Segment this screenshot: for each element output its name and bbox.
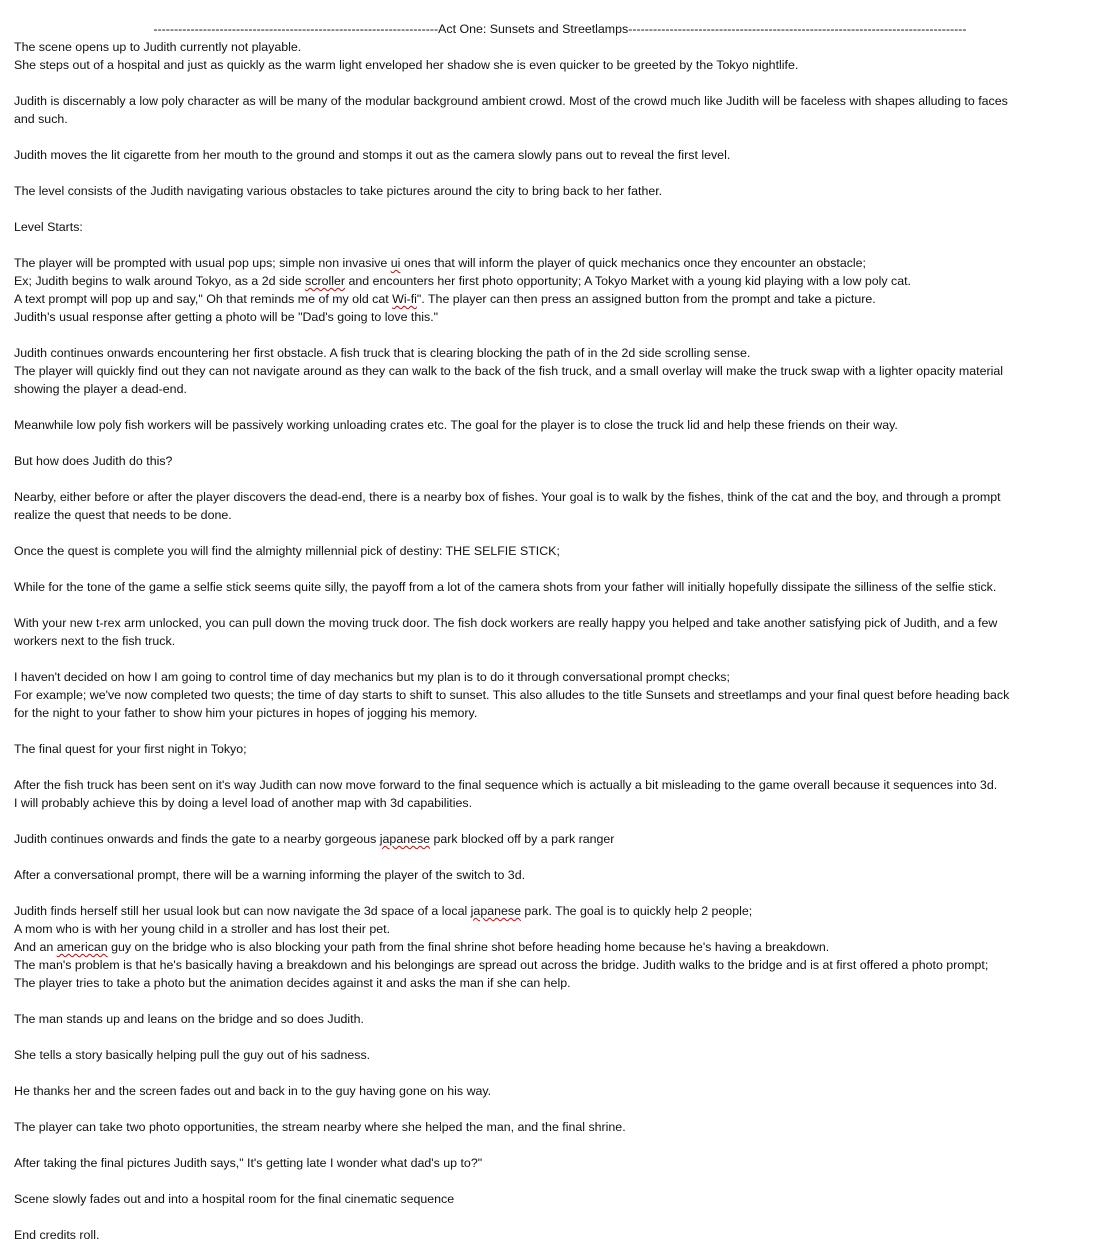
paragraph bbox=[14, 344, 1102, 398]
paragraph-gap bbox=[14, 524, 1102, 542]
text-line: The final quest for your first night in Tokyo; bbox=[14, 742, 247, 756]
paragraph bbox=[14, 578, 1102, 596]
paragraph-gap bbox=[14, 812, 1102, 830]
paragraph bbox=[14, 902, 1102, 992]
paragraph bbox=[14, 92, 1102, 128]
text-line: She steps out of a hospital and just as quickly as the warm light enveloped her shadow she is even quicker to be greeted by the Tokyo nightlife. bbox=[14, 58, 799, 72]
text-line: Judith is discernably a low poly character as will be many of the modular background ambient crowd. Most of the crowd much like Judith will be faceless with shapes alluding to faces bbox=[14, 94, 1008, 108]
paragraph bbox=[14, 866, 1102, 884]
text-line: I haven't decided on how I am going to control time of day mechanics but my plan is to do it through conversational prompt checks; bbox=[14, 670, 730, 684]
text-line: for the night to your father to show him your pictures in hopes of jogging his memory. bbox=[14, 706, 478, 720]
text-line: The player tries to take a photo but the animation decides against it and asks the man if she can help. bbox=[14, 976, 571, 990]
spellcheck-flagged-word: scroller bbox=[305, 274, 346, 288]
paragraph-gap bbox=[14, 650, 1102, 668]
paragraph bbox=[14, 1226, 1102, 1244]
paragraph-gap bbox=[14, 470, 1102, 488]
text-line: And an american guy on the bridge who is also blocking your path from the final shrine shot before heading home because he's having a breakdown. bbox=[14, 940, 830, 954]
spellcheck-flagged-word: american bbox=[56, 940, 108, 954]
text-line: Judith continues onwards and finds the gate to a nearby gorgeous japanese park blocked off by a park ranger bbox=[14, 832, 615, 846]
text-line: and such. bbox=[14, 112, 68, 126]
text-line: Ex; Judith begins to walk around Tokyo, as a 2d side scroller and encounters her first photo opportunity; A Tokyo Market with a young kid playing with a low poly cat. bbox=[14, 274, 911, 288]
paragraph-gap bbox=[14, 722, 1102, 740]
text-line: The player will quickly find out they can not navigate around as they can walk to the back of the fish truck, and a small overlay will make the truck swap with a lighter opacity material bbox=[14, 364, 1003, 378]
text-line: Meanwhile low poly fish workers will be passively working unloading crates etc. The goal for the player is to close the truck lid and help these friends on their way. bbox=[14, 418, 898, 432]
text-line: Level Starts: bbox=[14, 220, 83, 234]
spellcheck-flagged-word: Wi-fi bbox=[392, 292, 417, 306]
text-line: workers next to the fish truck. bbox=[14, 634, 176, 648]
paragraph-gap bbox=[14, 74, 1102, 92]
paragraph bbox=[14, 218, 1102, 236]
text-line: realize the quest that needs to be done. bbox=[14, 508, 232, 522]
text-line: A text prompt will pop up and say," Oh that reminds me of my old cat Wi-fi". The player can then press an assigned button from the prompt and take a picture. bbox=[14, 292, 876, 306]
paragraph-gap bbox=[14, 1100, 1102, 1118]
document-content bbox=[14, 38, 1102, 1244]
document-body[interactable] bbox=[14, 20, 1102, 1244]
paragraph-gap bbox=[14, 200, 1102, 218]
paragraph bbox=[14, 830, 1102, 848]
paragraph bbox=[14, 38, 1102, 74]
text-line: Once the quest is complete you will find the almighty millennial pick of destiny: THE SELFIE STICK; bbox=[14, 544, 560, 558]
text-line: The man stands up and leans on the bridge and so does Judith. bbox=[14, 1012, 364, 1026]
text-line: Nearby, either before or after the player discovers the dead-end, there is a nearby box of fishes. Your goal is to walk by the fishes, think of the cat and the boy, and through a prompt bbox=[14, 490, 1001, 504]
paragraph bbox=[14, 1010, 1102, 1028]
text-line: Judith moves the lit cigarette from her mouth to the ground and stomps it out as the camera slowly pans out to reveal the first level. bbox=[14, 148, 731, 162]
paragraph bbox=[14, 452, 1102, 470]
paragraph bbox=[14, 1154, 1102, 1172]
text-line: The player will be prompted with usual pop ups; simple non invasive ui ones that will inform the player of quick mechanics once they encounter an obstacle; bbox=[14, 256, 866, 270]
text-line: I will probably achieve this by doing a level load of another map with 3d capabilities. bbox=[14, 796, 473, 810]
paragraph-gap bbox=[14, 884, 1102, 902]
paragraph-gap bbox=[14, 758, 1102, 776]
paragraph-gap bbox=[14, 1136, 1102, 1154]
text-line: Judith continues onwards encountering her first obstacle. A fish truck that is clearing blocking the path of in the 2d side scrolling sense. bbox=[14, 346, 751, 360]
text-line: After the fish truck has been sent on it's way Judith can now move forward to the final sequence which is actually a bit misleading to the game overall because it sequences into 3d. bbox=[14, 778, 998, 792]
paragraph-gap bbox=[14, 848, 1102, 866]
paragraph bbox=[14, 740, 1102, 758]
paragraph bbox=[14, 542, 1102, 560]
paragraph bbox=[14, 254, 1102, 326]
spellcheck-flagged-word: ui bbox=[390, 256, 401, 270]
paragraph-gap bbox=[14, 992, 1102, 1010]
paragraph-gap bbox=[14, 1172, 1102, 1190]
text-line: But how does Judith do this? bbox=[14, 454, 173, 468]
spellcheck-flagged-word: japanese bbox=[470, 904, 521, 918]
text-line: After taking the final pictures Judith says," It's getting late I wonder what dad's up to?" bbox=[14, 1156, 483, 1170]
paragraph-gap bbox=[14, 398, 1102, 416]
paragraph-gap bbox=[14, 164, 1102, 182]
paragraph bbox=[14, 182, 1102, 200]
text-line: Judith's usual response after getting a photo will be "Dad's going to love this." bbox=[14, 310, 439, 324]
paragraph bbox=[14, 488, 1102, 524]
text-line: After a conversational prompt, there will be a warning informing the player of the switch to 3d. bbox=[14, 868, 526, 882]
paragraph-gap bbox=[14, 1208, 1102, 1226]
paragraph-gap bbox=[14, 1064, 1102, 1082]
text-line: For example; we've now completed two quests; the time of day starts to shift to sunset. This also alludes to the title Sunsets and streetlamps and your final quest before heading back bbox=[14, 688, 1010, 702]
text-line: showing the player a dead-end. bbox=[14, 382, 187, 396]
text-line: The player can take two photo opportunities, the stream nearby where she helped the man, and the final shrine. bbox=[14, 1120, 626, 1134]
paragraph bbox=[14, 1190, 1102, 1208]
paragraph bbox=[14, 1118, 1102, 1136]
text-line: The scene opens up to Judith currently not playable. bbox=[14, 40, 302, 54]
text-line: The man's problem is that he's basically having a breakdown and his belongings are spread out across the bridge. Judith walks to the bridge and is at first offered a photo prompt; bbox=[14, 958, 989, 972]
paragraph-gap bbox=[14, 326, 1102, 344]
paragraph bbox=[14, 416, 1102, 434]
paragraph-gap bbox=[14, 128, 1102, 146]
paragraph bbox=[14, 614, 1102, 650]
text-line: Judith finds herself still her usual look but can now navigate the 3d space of a local japanese park. The goal is to quickly help 2 people; bbox=[14, 904, 753, 918]
act-title: ---------------------------------------------------------------------Act One: Sunsets and Streetlamps---------------------------------------------------------------------------------- bbox=[153, 22, 967, 36]
text-line: With your new t-rex arm unlocked, you can pull down the moving truck door. The fish dock workers are really happy you helped and take another satisfying pick of Judith, and a few bbox=[14, 616, 998, 630]
paragraph-gap bbox=[14, 236, 1102, 254]
spellcheck-flagged-word: japanese bbox=[379, 832, 431, 846]
paragraph bbox=[14, 146, 1102, 164]
paragraph bbox=[14, 668, 1102, 722]
paragraph bbox=[14, 1046, 1102, 1064]
paragraph-gap bbox=[14, 596, 1102, 614]
paragraph bbox=[14, 1082, 1102, 1100]
text-line: She tells a story basically helping pull the guy out of his sadness. bbox=[14, 1048, 371, 1062]
paragraph-gap bbox=[14, 560, 1102, 578]
text-line: While for the tone of the game a selfie stick seems quite silly, the payoff from a lot of the camera shots from your father will initially hopefully dissipate the silliness of the selfie stick. bbox=[14, 580, 997, 594]
text-line: A mom who is with her young child in a stroller and has lost their pet. bbox=[14, 922, 391, 936]
text-line: End credits roll. bbox=[14, 1228, 100, 1242]
paragraph bbox=[14, 776, 1102, 812]
paragraph-gap bbox=[14, 434, 1102, 452]
text-line: The level consists of the Judith navigating various obstacles to take pictures around the city to bring back to her father. bbox=[14, 184, 663, 198]
paragraph-gap bbox=[14, 1028, 1102, 1046]
text-line: Scene slowly fades out and into a hospital room for the final cinematic sequence bbox=[14, 1192, 455, 1206]
text-line: He thanks her and the screen fades out and back in to the guy having gone on his way. bbox=[14, 1084, 492, 1098]
